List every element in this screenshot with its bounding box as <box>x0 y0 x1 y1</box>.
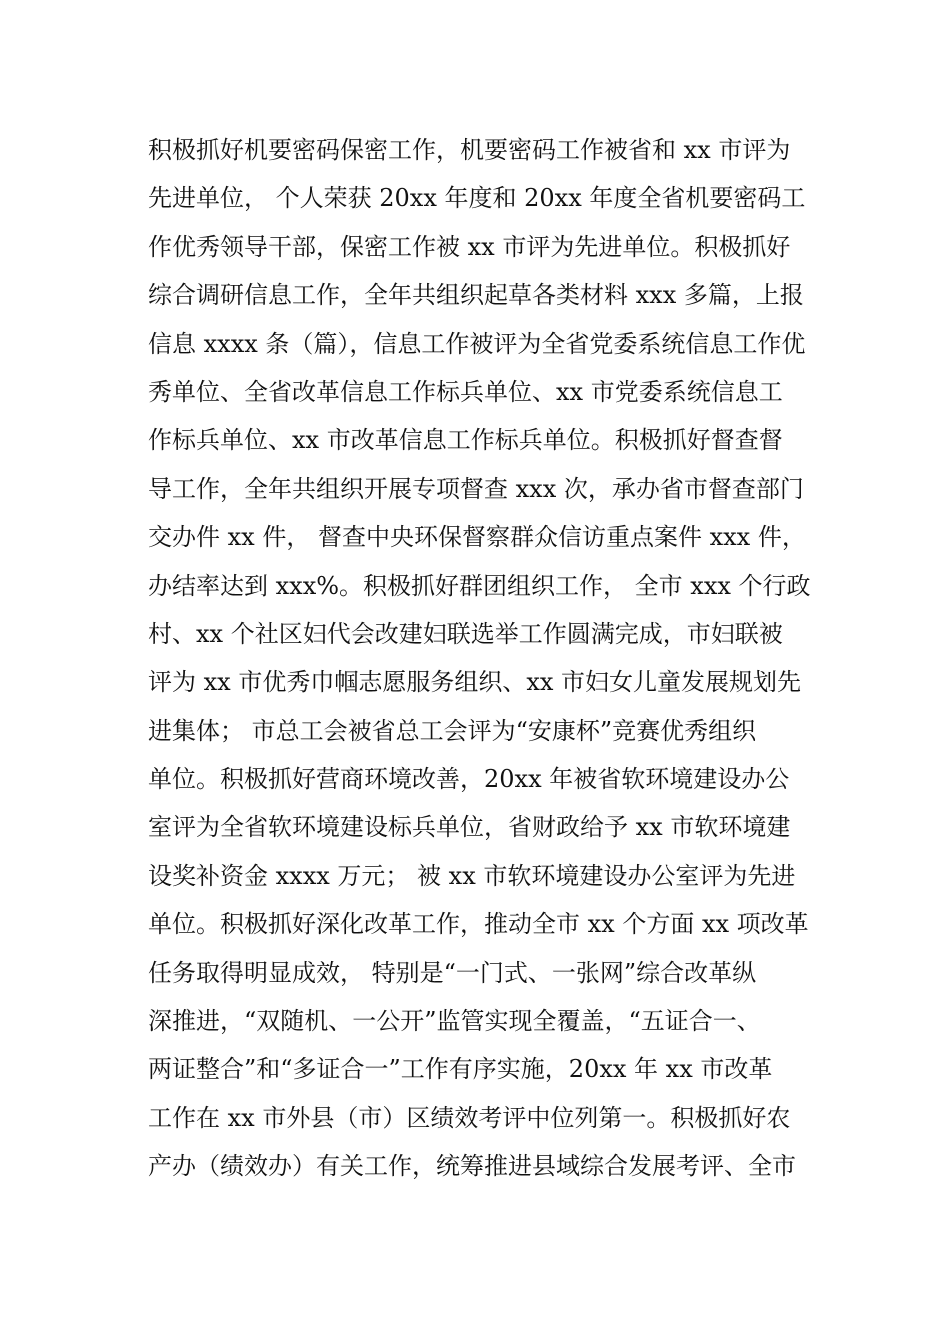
text-line-13: 进集体； 市总工会被省总工会评为“安康杯”竞赛优秀组织 <box>148 716 757 745</box>
text-line-17: 单位。积极抓好深化改革工作，推动全市 xx 个方面 xx 项改革 <box>148 910 809 939</box>
text-line-22: 产办（绩效办）有关工作，统筹推进县域综合发展考评、全市 <box>148 1152 796 1181</box>
text-line-15: 室评为全省软环境建设标兵单位，省财政给予 xx 市软环境建 <box>148 813 791 842</box>
text-line-5: 信息 xxxx 条（篇），信息工作被评为全省党委系统信息工作优 <box>148 329 806 358</box>
text-line-9: 交办件 xx 件， 督查中央环保督察群众信访重点案件 xxx 件， <box>148 523 806 552</box>
text-line-10: 办结率达到 xxx%。积极抓好群团组织工作， 全市 xxx 个行政 <box>148 571 811 600</box>
body-paragraph <box>148 126 828 1191</box>
text-line-18: 任务取得明显成效， 特别是“一门式、一张网”综合改革纵 <box>148 958 757 987</box>
text-line-7: 作标兵单位、xx 市改革信息工作标兵单位。积极抓好督查督 <box>148 426 783 455</box>
text-line-19: 深推进，“双随机、一公开”监管实现全覆盖，“五证合一、 <box>148 1007 761 1036</box>
text-line-11: 村、xx 个社区妇代会改建妇联选举工作圆满完成，市妇联被 <box>148 619 783 648</box>
text-line-4: 综合调研信息工作，全年共组织起草各类材料 xxx 多篇，上报 <box>148 281 804 310</box>
text-line-8: 导工作，全年共组织开展专项督查 xxx 次，承办省市督查部门 <box>148 474 804 503</box>
text-line-21: 工作在 xx 市外县（市）区绩效考评中位列第一。积极抓好农 <box>148 1103 791 1132</box>
text-line-3: 作优秀领导干部，保密工作被 xx 市评为先进单位。积极抓好 <box>148 232 791 261</box>
text-line-16: 设奖补资金 xxxx 万元； 被 xx 市软环境建设办公室评为先进 <box>148 861 796 890</box>
text-line-6: 秀单位、全省改革信息工作标兵单位、xx 市党委系统信息工 <box>148 377 783 406</box>
text-line-12: 评为 xx 市优秀巾帼志愿服务组织、xx 市妇女儿童发展规划先 <box>148 668 802 697</box>
text-line-14: 单位。积极抓好营商环境改善，20xx 年被省软环境建设办公 <box>148 765 790 794</box>
text-line-1: 积极抓好机要密码保密工作，机要密码工作被省和 xx 市评为 <box>148 136 791 164</box>
text-line-2: 先进单位， 个人荣获 20xx 年度和 20xx 年度全省机要密码工 <box>148 184 806 213</box>
text-line-20: 两证整合”和“多证合一”工作有序实施，20xx 年 xx 市改革 <box>148 1055 773 1084</box>
